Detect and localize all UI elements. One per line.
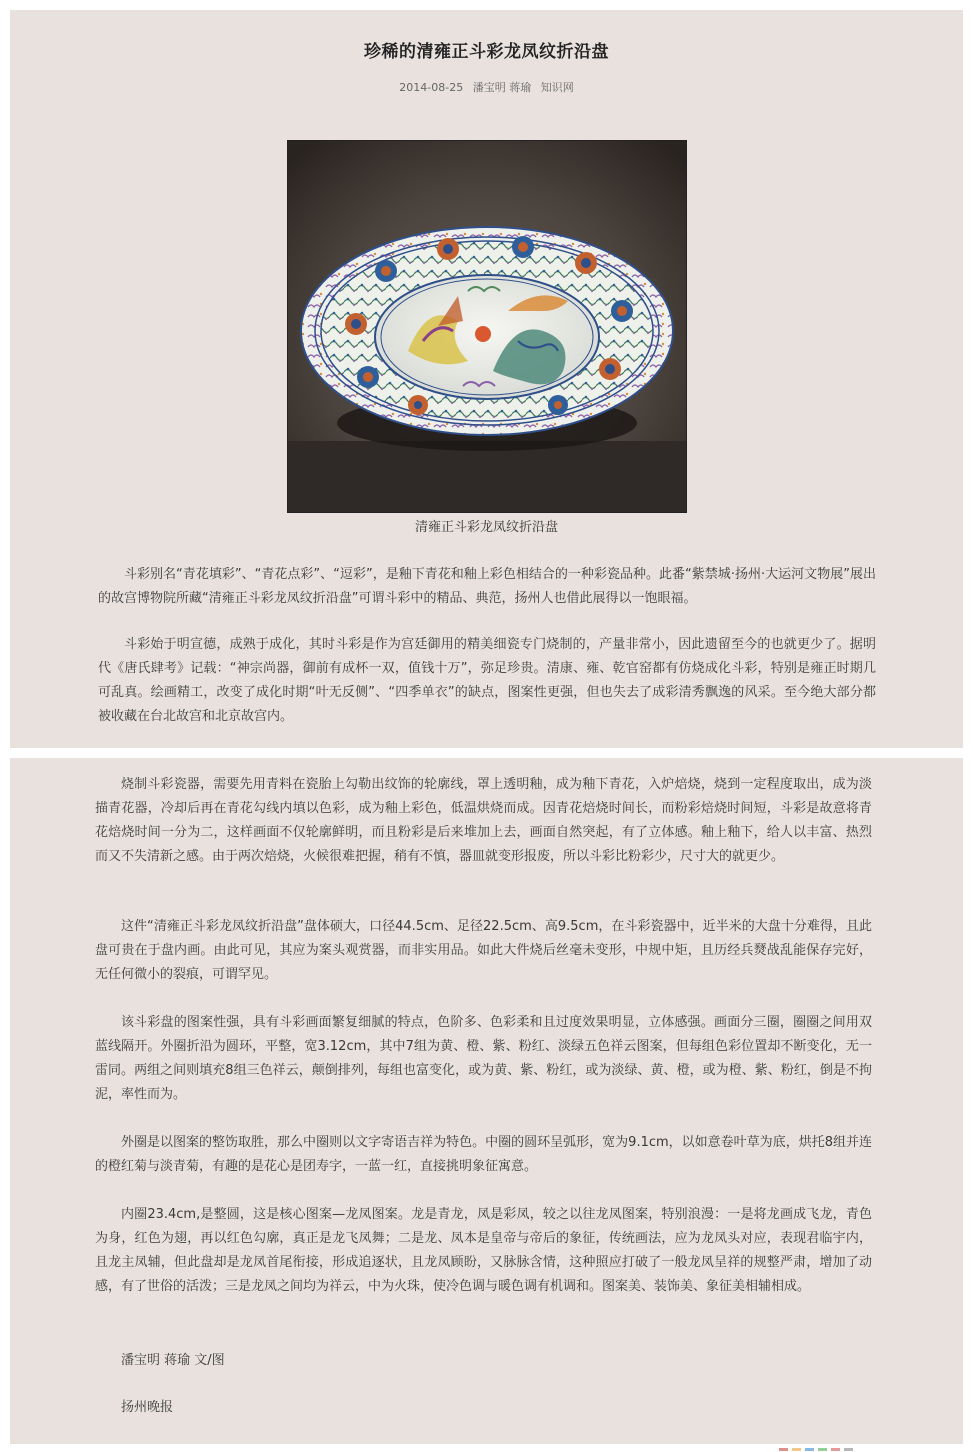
paragraph-intro: 斗彩别名“青花填彩”、“青花点彩”、“逗彩”，是釉下青花和釉上彩色相结合的一种彩瓷品种。此番“紫禁城·扬州·大运河文物展”展出的故宫博物院所藏“清雍正斗彩龙凤纹折沿盘”可谓斗彩中的精品、典范，扬州人也借此展得以一饱眼福。 (98, 567, 876, 606)
share-icons[interactable] (779, 1448, 853, 1451)
share-icon-4[interactable] (818, 1448, 827, 1451)
share-icon-1[interactable] (779, 1448, 788, 1451)
article-title: 珍稀的清雍正斗彩龙凤纹折沿盘 (364, 42, 609, 62)
article-header-panel (10, 10, 963, 748)
paragraph-byline: 潘宝明 蒋瑜 文/图 (121, 1353, 225, 1368)
porcelain-plate-photo (287, 140, 687, 513)
article-source-link[interactable]: 知识网 (540, 81, 574, 94)
paragraph-history: 斗彩始于明宣德，成熟于成化，其时斗彩是作为宫廷御用的精美细瓷专门烧制的，产量非常小，因此遗留至今的也就更少了。据明代《唐氏肆考》记载：“神宗尚器，御前有成杯一双，值钱十万”，弥足珍贵。清康、雍、乾官窑都有仿烧成化斗彩，特别是雍正时期几可乱真。绘画精工，改变了成化时期“叶无反侧”、“四季单衣”的缺点，图案性更强，但也失去了成彩清秀飘逸的风采。至今绝大部分都被收藏在台北故宫和北京故宫内。 (98, 637, 876, 724)
share-icon-5[interactable] (831, 1448, 840, 1451)
paragraph-publication: 扬州晚报 (121, 1400, 174, 1415)
paragraph-middle-ring: 外圈是以图案的整饬取胜，那么中圈则以文字寄语吉祥为特色。中圈的圆环呈弧形，宽为9.1cm，以如意卷叶草为底，烘托8组并连的橙红菊与淡青菊，有趣的是花心是团寿字，一蓝一红，直接挑明象征寓意。 (95, 1135, 872, 1174)
article-body-panel (10, 758, 963, 1444)
share-icon-2[interactable] (792, 1448, 801, 1451)
paragraph-dimensions: 这件“清雍正斗彩龙凤纹折沿盘”盘体硕大，口径44.5cm、足径22.5cm、高9.5cm，在斗彩瓷器中，近半米的大盘十分难得，且此盘可贵在于盘内画。由此可见，其应为案头观赏器，而非实用品。如此大件烧后丝毫未变形，中规中矩，且历经兵燹战乱能保存完好，无任何微小的裂痕，可谓罕见。 (95, 919, 872, 982)
article-meta (10, 79, 963, 95)
paragraph-technique: 烧制斗彩瓷器，需要先用青料在瓷胎上勾勒出纹饰的轮廓线，罩上透明釉，成为釉下青花，入炉焙烧，烧到一定程度取出，成为淡描青花器，冷却后再在青花勾线内填以色彩，成为釉上彩色，低温烘烧而成。因青花焙烧时间长，而粉彩焙烧时间短，斗彩是故意将青花焙烧时间一分为二，这样画面不仅轮廓鲜明，而且粉彩是后来堆加上去，画面自然突起，有了立体感。釉上釉下，给人以丰富、热烈而又不失清新之感。由于两次焙烧，火候很难把握，稍有不慎，器皿就变形报废，所以斗彩比粉彩少，尺寸大的就更少。 (95, 777, 872, 864)
share-icon-6[interactable] (844, 1448, 853, 1451)
article-date: 2014-08-25 (399, 81, 464, 94)
paragraph-outer-ring: 该斗彩盘的图案性强，具有斗彩画面繁复细腻的特点，色阶多、色彩柔和且过度效果明显，立体感强。画面分三圈，圈圈之间用双蓝线隔开。外圈折沿为圆环，平整，宽3.12cm，其中7组为黄、橙、紫、粉红、淡绿五色祥云图案，但每组色彩位置却不断变化，无一雷同。两组之间则填充8组三色祥云，颠倒排列，每组也富变化，或为黄、紫、粉红，或为淡绿、黄、橙，或为橙、紫、粉红，倒是不拘泥，率性而为。 (95, 1015, 872, 1102)
share-icon-3[interactable] (805, 1448, 814, 1451)
figure-caption: 清雍正斗彩龙凤纹折沿盘 (414, 520, 558, 535)
paragraph-inner-ring: 内圈23.4cm,是整圆，这是核心图案—龙凤图案。龙是青龙，凤是彩凤，较之以往龙凤图案，特别浪漫：一是将龙画成飞龙，青色为身，红色为翅，再以红色勾廓，真正是龙飞凤舞；二是龙、凤本是皇帝与帝后的象征，传统画法，应为龙凤头对应，表现君临宇内，且龙主凤辅，但此盘却是龙凤首尾衔接，形成追逐状，且龙凤顾盼，又脉脉含情，这种照应打破了一般龙凤呈祥的规整严肃，增加了动感，有了世俗的活泼；三是龙凤之间均为祥云，中为火珠，使冷色调与暖色调有机调和。图案美、装饰美、象征美相辅相成。 (95, 1207, 872, 1294)
article-authors: 潘宝明 蒋瑜 (472, 81, 532, 94)
